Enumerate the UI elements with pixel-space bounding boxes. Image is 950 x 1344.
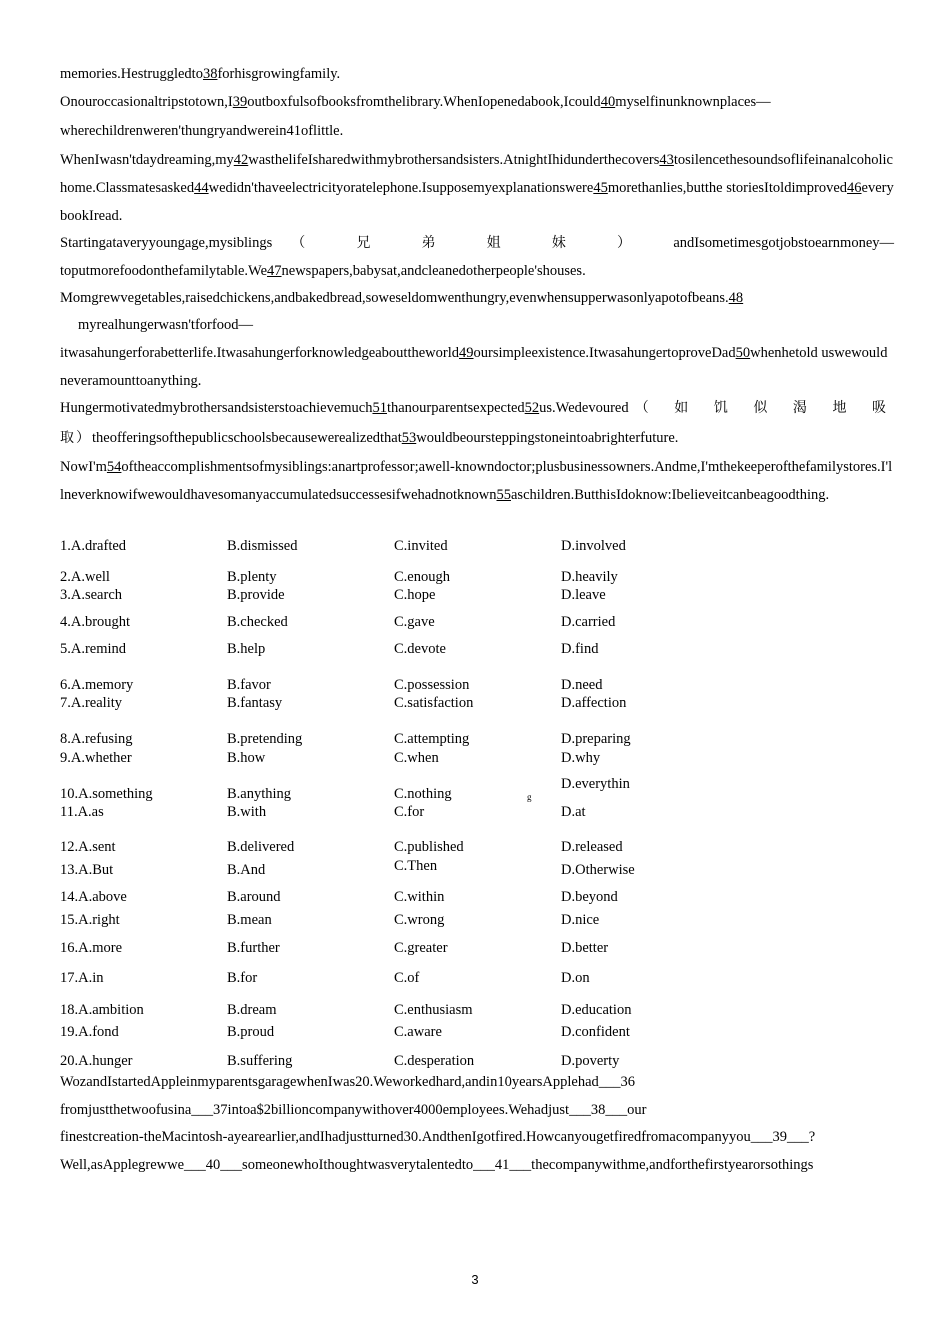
option-row: 10.A.something B.anything C.nothing D.everythin — [60, 776, 630, 802]
chinese-gloss-devoured: （ 如 饥 似 渴 地 吸 — [634, 400, 895, 416]
blank-43: 43 — [659, 152, 674, 168]
passage2-line-1: WozandIstartedAppleinmyparentsgaragewhenIwas20.Weworkedhard,andin10yearsApplehad___36 — [60, 1074, 636, 1090]
blank-47: 47 — [267, 263, 282, 279]
blank-50: 50 — [735, 345, 751, 361]
blank-42: 42 — [233, 152, 249, 168]
option-row: 14.A.above B.around C.within D.beyond — [60, 889, 618, 905]
option-row: 18.A.ambition B.dream C.enthusiasm D.education — [60, 1002, 632, 1018]
passage-paragraph-5-line-1: Startingataveryyoungage,mysiblings （ 兄 弟 姐 妹 ） andIsometimesgotjobstoearnmoney— — [60, 235, 895, 251]
passage-line-3: wherechildrenweren'thungryandwerein41oflittle. — [60, 123, 344, 139]
option-row: 8.A.refusing B.pretending C.attempting D.preparing — [60, 731, 631, 747]
passage-paragraph-5-line-2: toputmorefoodonthefamilytable.We47newspapers,babysat,andcleanedotherpeople'shouses. — [60, 263, 586, 279]
page-number: 3 — [471, 1272, 479, 1287]
passage-paragraph-8-line-1: Hungermotivatedmybrothersandsisterstoachievemuch51thanourparentsexpected52us.Wedevoured （ 如 饥 似 渴 地 吸 — [60, 400, 895, 416]
blank-49: 49 — [459, 345, 474, 361]
option-row: 5.A.remind B.help C.devote D.find — [60, 641, 599, 657]
option-row: 7.A.reality B.fantasy C.satisfaction D.affection — [60, 695, 627, 711]
blank-44: 44 — [194, 180, 209, 196]
option-row: 17.A.in B.for C.of D.on — [60, 970, 590, 986]
option-row: 4.A.brought B.checked C.gave D.carried — [60, 614, 616, 630]
passage-paragraph-7: itwasahungerforabetterlife.Itwasahungerforknowledgeabouttheworld49oursimpleexistence.ItwasahungertoproveDad50whenhetold uswewouldneveramounttoanything. — [60, 345, 888, 389]
blank-51: 51 — [372, 400, 387, 416]
passage-paragraph-6-cont: myrealhungerwasn'tforfood— — [78, 317, 253, 333]
option-row: 1.A.drafted B.dismissed C.invited D.involved — [60, 538, 626, 554]
stray-mark: g — [527, 792, 532, 802]
option-row: 2.A.well B.plenty C.enough D.heavily — [60, 569, 618, 585]
blank-54: 54 — [106, 459, 122, 475]
option-row: 9.A.whether B.how C.when D.why — [60, 750, 601, 766]
blank-45: 45 — [593, 180, 608, 196]
blank-46: 46 — [847, 180, 862, 196]
blank-39: 39 — [232, 94, 248, 110]
passage2-line-2: fromjustthetwoofusina___37intoa$2billioncompanywithover4000employees.Wehadjust___38___our — [60, 1102, 647, 1118]
option-row: 6.A.memory B.favor C.possession D.need — [60, 677, 603, 693]
passage-paragraph-8-line-2: 取）theofferingsofthepublicschoolsbecausewerealizedthat53wouldbeoursteppingstoneintoabrighterfuture. — [60, 430, 679, 446]
option-row: 19.A.fond B.proud C.aware D.confident — [60, 1024, 630, 1040]
option-row: 16.A.more B.further C.greater D.better — [60, 940, 609, 956]
passage2-line-4: Well,asApplegrewwe___40___someonewhoIthoughtwasverytalentedto___41___thecompanywithme,andforthefirstyearorsothings — [60, 1157, 814, 1173]
passage-paragraph-9: NowI'm54oftheaccomplishmentsofmysiblings:anartprofessor;awell-knowndoctor;plusbusinessowners.Andme,I'mthekeeperofthefamilystores.I'llneverknowifwewouldhavesomanyaccumulatedsuccessesifwehadnotknown55aschildren.ButthisIdoknow:Ibelieveitcanbeagoodthing. — [60, 459, 893, 503]
option-row: 11.A.as B.with C.for D.at — [60, 804, 586, 820]
blank-40: 40 — [600, 94, 616, 110]
passage2-line-3: finestcreation-theMacintosh-ayearearlier,andIhadjustturned30.AndthenIgotfired.Howcanyougetfiredfromacompanyyou___39___? — [60, 1129, 816, 1145]
blank-53: 53 — [401, 430, 417, 446]
blank-52: 52 — [524, 400, 540, 416]
option-row: 20.A.hunger B.suffering C.desperation D.poverty — [60, 1053, 620, 1069]
passage-paragraph-4: WhenIwasn'tdaydreaming,my42wasthelifeIsharedwithmybrothersandsisters.AtnightIhidunderthecovers43tosilencethesoundsoflifeinanalcoholichome.Classmatesasked44wedidn'thaveelectricityoratelephone.Isupposemyexplanationswere45morethanlies,butthe storiesItoldimproved46everybookIread. — [60, 152, 894, 224]
passage-line-2: Onouroccasionaltripstotown,I39outboxfulsofbooksfromthelibrary.WhenIopenedabook,Icould40myselfinunknownplaces— — [60, 94, 771, 110]
option-row: 13.A.But B.And C.Then D.Otherwise — [60, 858, 635, 878]
blank-48: 48 — [728, 290, 744, 306]
option-row: 3.A.search B.provide C.hope D.leave — [60, 587, 606, 603]
passage-paragraph-6: Momgrewvegetables,raisedchickens,andbakedbread,soweseldomwenthungry,evenwhensupperwasonlyapotofbeans.48 — [60, 290, 744, 306]
blank-38: 38 — [202, 66, 218, 82]
option-row: 15.A.right B.mean C.wrong D.nice — [60, 912, 600, 928]
blank-55: 55 — [496, 487, 511, 503]
option-row: 12.A.sent B.delivered C.published D.released — [60, 839, 623, 855]
passage-line-1: memories.Hestruggledto38forhisgrowingfamily. — [60, 66, 341, 82]
chinese-gloss-siblings: （ 兄 弟 姐 妹 ） — [291, 235, 655, 251]
